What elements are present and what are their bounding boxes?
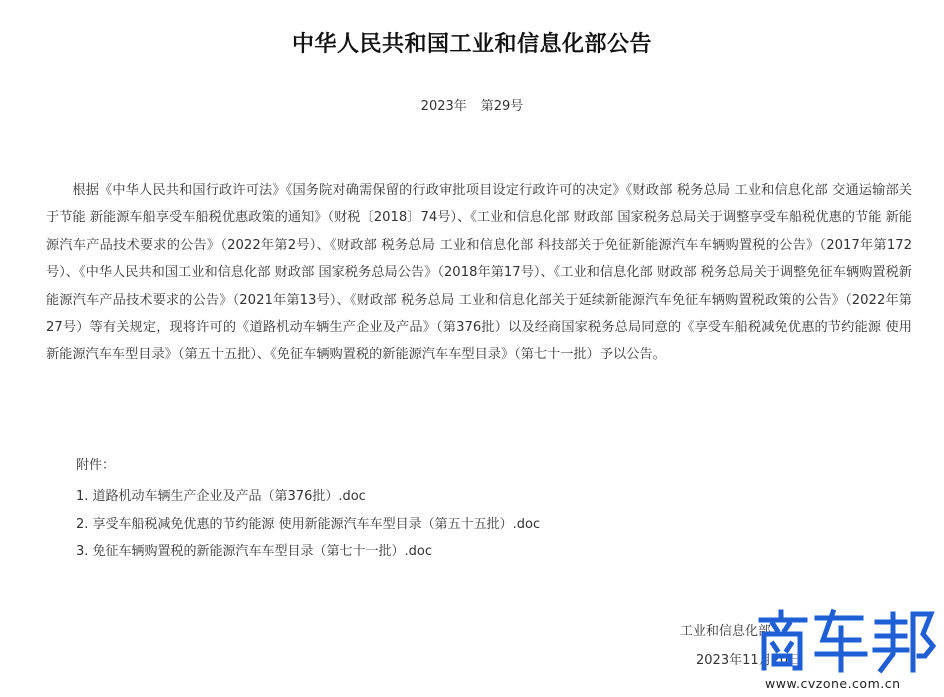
watermark	[755, 606, 941, 694]
attachment-link-2[interactable]: 2. 享受车船税减免优惠的节约能源 使用新能源汽车车型目录（第五十五批）.doc	[76, 516, 541, 532]
attachment-link-3[interactable]: 3. 免征车辆购置税的新能源汽车车型目录（第七十一批）.doc	[76, 544, 433, 559]
document-number	[0, 95, 944, 114]
signature-date: 2023年11月20日	[696, 653, 802, 668]
watermark-url: www.cvzone.com.cn	[765, 676, 901, 691]
signature-organization: 工业和信息化部	[680, 624, 772, 639]
attachments-list	[76, 483, 540, 566]
page-title: 中华人民共和国工业和信息化部公告	[291, 32, 652, 57]
document-year: 2023年	[420, 99, 467, 114]
attachments-heading: 附件：	[76, 458, 116, 473]
announcement-body: 根据《中华人民共和国行政许可法》《国务院对确需保留的行政审批项目设定行政许可的决定》《财政部 税务总局 工业和信息化部 交通运输部关于节能 新能源车船享受车船税优惠政策的通知》（财税〔2018〕74号）、《工业和信息化部 财政部 国家税务总局关于调整享受车船税优惠的节能 新能源汽车产品技术要求的公告》（2022年第2号）、《财政部 税务总局 工业和信息化部 科技部关于免征新能源汽车车辆购置税的公告》（2017年第172号）、《中华人民共和国工业和信息化部 财政部 国家税务总局公告》（2018年第17号）、《工业和信息化部 财政部 税务总局关于调整免征车辆购置税新能源汽车产品技术要求的公告》（2021年第13号）、《财政部 税务总局 工业和信息化部关于延续新能源汽车免征车辆购置税政策的公告》（2022年第27号）等有关规定，现将许可的《道路机动车辆生产企业及产品》（第376批）以及经商国家税务总局同意的《享受车船税减免优惠的节约能源 使用新能源汽车车型目录》（第五十五批）、《免征车辆购置税的新能源汽车车型目录》（第七十一批）予以公告。	[46, 183, 912, 363]
document-issue-number: 第29号	[480, 99, 524, 114]
cvzone-logo-icon	[755, 606, 941, 676]
attachment-link-1[interactable]: 1. 道路机动车辆生产企业及产品（第376批）.doc	[76, 489, 366, 504]
